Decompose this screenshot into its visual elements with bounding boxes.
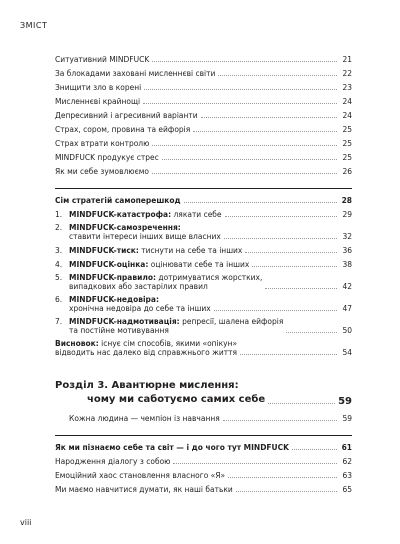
dot-leader	[152, 173, 337, 174]
chapter-title-line2-row	[55, 393, 352, 407]
entry-title: Як ми себе зумовлюємо	[55, 167, 149, 176]
entry-page: 25	[342, 139, 352, 148]
strategy-page: 42	[342, 282, 352, 291]
dot-leader	[162, 159, 337, 160]
entry-page: 59	[342, 414, 352, 423]
section-rule	[55, 435, 352, 436]
entry-title: Ситуативний MINDFUCK	[55, 55, 150, 64]
entry-title: Народження діалогу з собою	[55, 457, 171, 466]
strategy-head: MINDFUCK-самозречення:	[69, 223, 181, 232]
toc-entry	[55, 480, 352, 494]
strategy-number: 1.	[55, 210, 63, 219]
strategy-line1: лякати себе	[171, 210, 222, 219]
page-number: viii	[20, 518, 32, 527]
strategy-entry	[55, 291, 352, 313]
strategy-number: 7.	[55, 317, 63, 326]
toc-section-heading	[55, 191, 352, 205]
toc-conclusion	[55, 335, 352, 357]
entry-title: Емоційний хаос становлення власного «Я»	[55, 471, 226, 480]
toc-entry	[55, 409, 352, 423]
strategy-entry	[55, 205, 352, 219]
running-head: ЗМІСТ	[20, 21, 48, 30]
strategy-line2: ставити інтереси інших вище власних	[69, 232, 221, 241]
entry-title: MINDFUCK продукує стрес	[55, 153, 159, 162]
strategy-entry	[55, 241, 352, 255]
entry-title: Мисленнєві крайнощі	[55, 97, 141, 106]
strategy-head: MINDFUCK-правило:	[69, 273, 157, 282]
dot-leader	[225, 216, 337, 217]
toc-entry	[55, 120, 352, 134]
dot-leader	[240, 354, 337, 355]
dot-leader	[245, 252, 337, 253]
strategy-list	[55, 205, 352, 335]
toc-entry	[55, 162, 352, 176]
strategy-number: 2.	[55, 223, 63, 232]
entry-title: Страх втрати контролю	[55, 139, 150, 148]
table-of-contents	[55, 50, 352, 494]
strategy-head: MINDFUCK-тиск:	[69, 246, 139, 255]
dot-leader	[223, 420, 337, 421]
conclusion-line2: відводить нас далеко від справжнього життя	[55, 348, 237, 357]
entry-page: 22	[342, 69, 352, 78]
toc-entry	[55, 134, 352, 148]
strategy-head: MINDFUCK-оцінка:	[69, 260, 149, 269]
entry-title: Знищити зло в корені	[55, 83, 142, 92]
toc-entry	[55, 106, 352, 120]
dot-leader	[268, 403, 335, 404]
entry-page: 21	[342, 55, 352, 64]
strategy-line2: та постійне мотивування	[69, 326, 169, 335]
strategy-page: 47	[342, 304, 352, 313]
strategy-head: MINDFUCK-надмотивація:	[69, 317, 180, 326]
entry-title: Кожна людина — чемпіон із навчання	[69, 414, 220, 423]
toc-entry	[55, 452, 352, 466]
strategy-page: 38	[342, 260, 352, 269]
strategy-line2: хронічна недовіра до себе та інших	[69, 304, 211, 313]
dot-leader	[193, 131, 337, 132]
entry-title: Депресивний і агресивний варіанти	[55, 111, 198, 120]
dot-leader	[152, 145, 337, 146]
strategy-entry	[55, 255, 352, 269]
strategy-page: 32	[342, 232, 352, 241]
conclusion-page: 54	[342, 348, 352, 357]
entry-page: 62	[342, 457, 352, 466]
entry-page: 25	[342, 153, 352, 162]
entry-page: 24	[342, 97, 352, 106]
strategy-entry	[55, 269, 352, 291]
entry-title: Ми маємо навчитися думати, як наші батьки	[55, 485, 233, 494]
chapter-title-line2: чому ми саботуємо самих себе	[87, 394, 266, 405]
dot-leader	[218, 75, 337, 76]
dot-leader	[144, 89, 337, 90]
dot-leader	[228, 477, 337, 478]
strategy-line1: репресії, шалена ейфорія	[179, 317, 284, 326]
conclusion-head: Висновок:	[55, 339, 99, 348]
dot-leader	[224, 238, 337, 239]
dot-leader	[265, 288, 337, 289]
toc-entry	[55, 466, 352, 480]
toc-section-heading	[55, 438, 352, 452]
strategy-line1: тиснути на себе та інших	[138, 246, 243, 255]
entry-page: 24	[342, 111, 352, 120]
toc-entry	[55, 148, 352, 162]
section-title: Сім стратегій самоперешкод	[55, 196, 181, 205]
entry-title: За блокадами заховані мисленнєві світи	[55, 69, 216, 78]
strategy-number: 4.	[55, 260, 63, 269]
section-page: 28	[341, 196, 352, 205]
toc-entry	[55, 64, 352, 78]
entry-page: 65	[342, 485, 352, 494]
toc-entry	[55, 92, 352, 106]
toc-group-1	[55, 50, 352, 176]
toc-entry	[55, 78, 352, 92]
entry-title: Страх, сором, провина та ейфорія	[55, 125, 191, 134]
chapter-page: 59	[338, 396, 352, 407]
entry-page: 23	[342, 83, 352, 92]
strategy-page: 36	[342, 246, 352, 255]
toc-group-2	[55, 452, 352, 494]
dot-leader	[173, 463, 337, 464]
section-title: Як ми пізнаємо себе та світ — і до чого тут MINDFUCK	[55, 443, 289, 452]
chapter-title-line1: Розділ 3. Авантюрне мислення:	[55, 380, 239, 391]
dot-leader	[236, 491, 337, 492]
strategy-line2: випадкових або застарілих правил	[69, 282, 208, 291]
strategy-head: MINDFUCK-катастрофа:	[69, 210, 172, 219]
strategy-entry	[55, 219, 352, 241]
strategy-page: 50	[342, 326, 352, 335]
dot-leader	[252, 266, 337, 267]
strategy-line1: дотримуватися жорстких,	[156, 273, 263, 282]
dot-leader	[201, 117, 337, 118]
section-rule	[55, 188, 352, 189]
toc-entry	[55, 50, 352, 64]
entry-page: 63	[342, 471, 352, 480]
strategy-head: MINDFUCK-недовіра:	[69, 295, 159, 304]
strategy-number: 3.	[55, 246, 63, 255]
conclusion-line1: існує сім способів, якими «опікун»	[98, 339, 238, 348]
dot-leader	[152, 61, 337, 62]
strategy-number: 6.	[55, 295, 63, 304]
strategy-number: 5.	[55, 273, 63, 282]
section-page: 61	[341, 443, 352, 452]
dot-leader	[214, 310, 337, 311]
strategy-page: 29	[342, 210, 352, 219]
entry-page: 26	[342, 167, 352, 176]
strategy-entry	[55, 313, 352, 335]
dot-leader	[292, 449, 337, 450]
dot-leader	[184, 202, 337, 203]
entry-page: 25	[342, 125, 352, 134]
dot-leader	[286, 332, 337, 333]
dot-leader	[143, 103, 337, 104]
strategy-line1: оцінювати себе та інших	[148, 260, 250, 269]
